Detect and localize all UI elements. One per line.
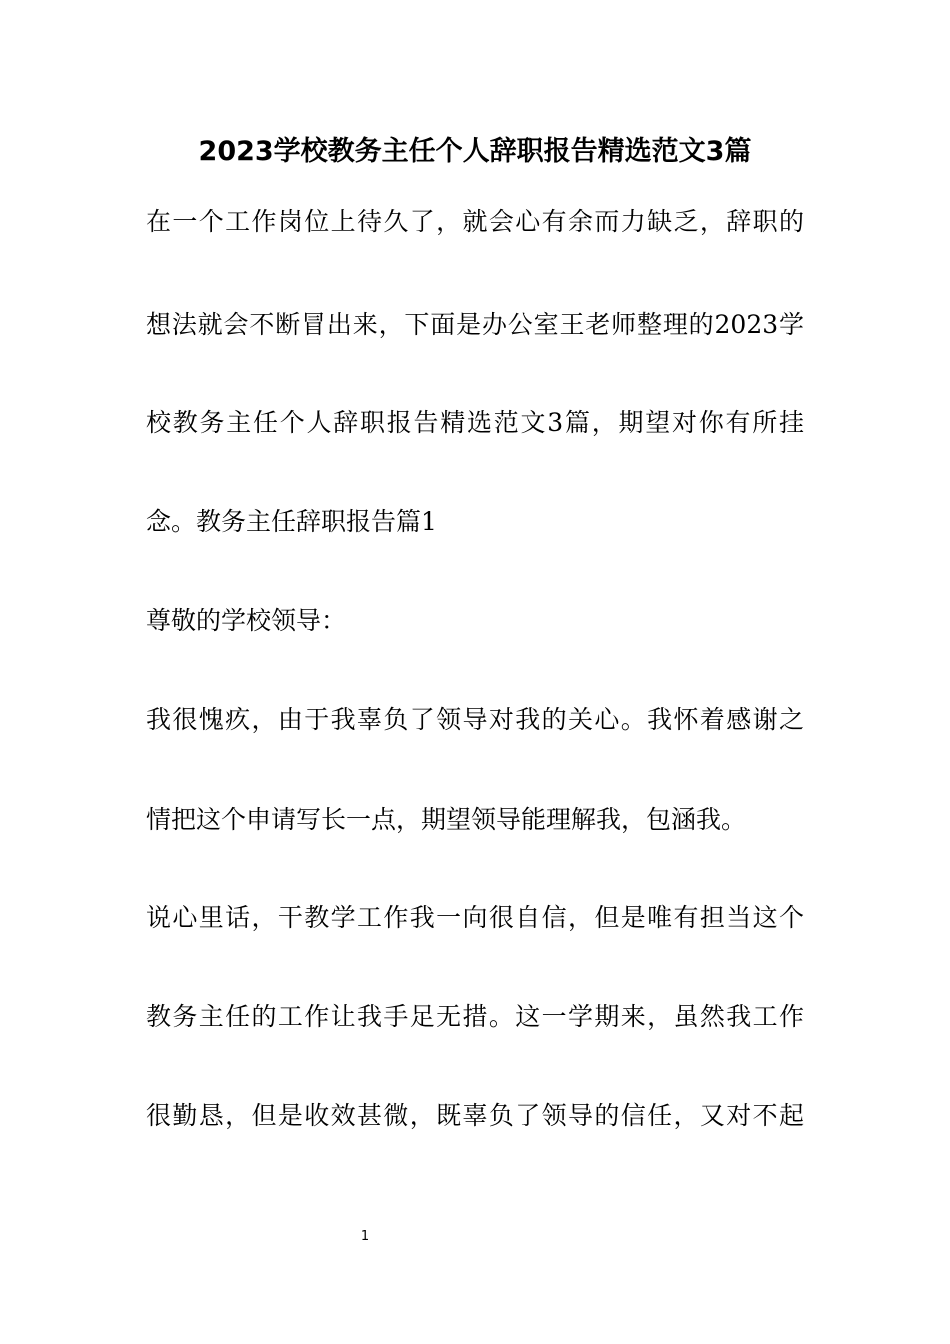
body-line-8: 说心里话，干教学工作我一向很自信，但是唯有担当这个 [146, 903, 804, 932]
body-line-1: 在一个工作岗位上待久了，就会心有余而力缺乏，辞职的 [146, 207, 804, 236]
page-number: 1 [360, 1229, 370, 1244]
body-line-3: 校教务主任个人辞职报告精选范文3篇，期望对你有所挂 [146, 408, 804, 437]
body-line-9: 教务主任的工作让我手足无措。这一学期来，虽然我工作 [146, 1002, 804, 1031]
body-line-6: 我很愧疚，由于我辜负了领导对我的关心。我怀着感谢之 [146, 705, 804, 734]
salutation: 尊敬的学校领导： [146, 606, 347, 635]
body-line-4: 念。教务主任辞职报告篇1 [146, 507, 437, 536]
document-title: 2023学校教务主任个人辞职报告精选范文3篇 [198, 136, 752, 167]
body-line-7: 情把这个申请写长一点，期望领导能理解我，包涵我。 [146, 805, 747, 834]
body-line-2: 想法就会不断冒出来，下面是办公室王老师整理的2023学 [146, 310, 804, 339]
body-line-10: 很勤恳，但是收效甚微，既辜负了领导的信任，又对不起 [146, 1101, 804, 1130]
